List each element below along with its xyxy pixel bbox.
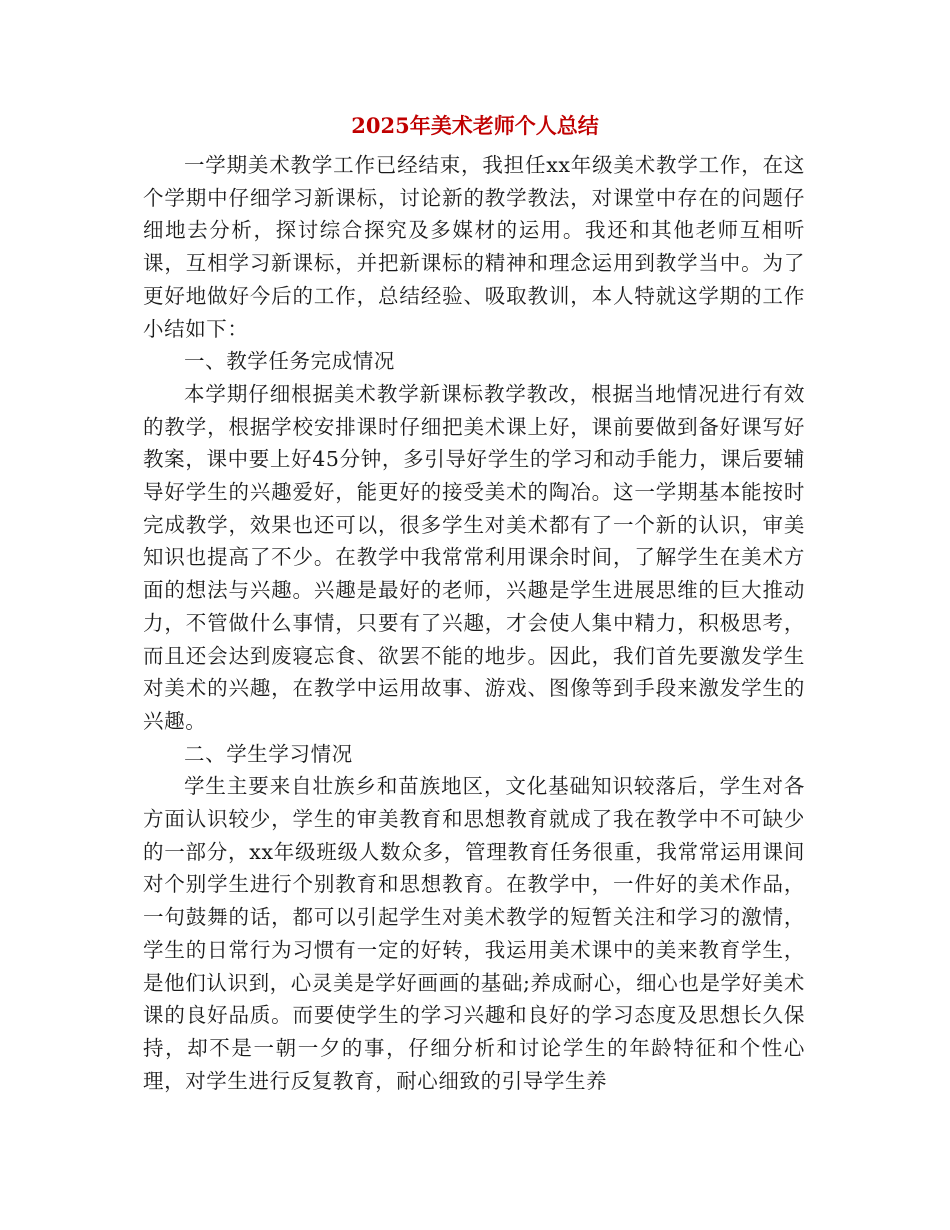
section-heading-student-learning: 二、学生学习情况 — [184, 741, 353, 766]
intro-paragraph: 一学期美术教学工作已经结束，我担任xx年级美术教学工作，在这个学期中仔细学习新课标，讨论新的教学教法，对课堂中存在的问题仔细地去分析，探讨综合探究及多媒材的运用。我还和其他老师互相听课，互相学习新课标，并把新课标的精神和理念运用到教学当中。为了更好地做好今后的工作，总结经验、吸取教训，本人特就这学期的工作小结如下： — [143, 153, 805, 341]
document-title: 2025年美术老师个人总结 — [351, 113, 599, 138]
section-heading-teaching-tasks: 一、教学任务完成情况 — [184, 349, 395, 374]
student-learning-paragraph: 学生主要来自壮族乡和苗族地区，文化基础知识较落后，学生对各方面认识较少，学生的审美教育和思想教育就成了我在教学中不可缺少的一部分，xx年级班级人数众多，管理教育任务很重，我常常运用课间对个别学生进行个别教育和思想教育。在教学中，一件好的美术作品，一句鼓舞的话，都可以引起学生对美术教学的短暂关注和学习的激情，学生的日常行为习惯有一定的好转，我运用美术课中的美来教育学生，是他们认识到，心灵美是学好画画的基础;养成耐心，细心也是学好美术课的良好品质。而要使学生的学习兴趣和良好的学习态度及思想长久保持，却不是一朝一夕的事，仔细分析和讨论学生的年龄特征和个性心理，对学生进行反复教育，耐心细致的引导学生养 — [143, 774, 805, 1093]
document-body — [143, 149, 805, 1097]
teaching-tasks-paragraph: 本学期仔细根据美术教学新课标教学教改，根据当地情况进行有效的教学，根据学校安排课时仔细把美术课上好，课前要做到备好课写好教案，课中要上好45分钟，多引导好学生的学习和动手能力，课后要辅导好学生的兴趣爱好，能更好的接受美术的陶冶。这一学期基本能按时完成教学，效果也还可以，很多学生对美术都有了一个新的认识，审美知识也提高了不少。在教学中我常常利用课余时间，了解学生在美术方面的想法与兴趣。兴趣是最好的老师，兴趣是学生进展思维的巨大推动力，不管做什么事情，只要有了兴趣，才会使人集中精力，积极思考，而且还会达到废寝忘食、欲罢不能的地步。因此，我们首先要激发学生对美术的兴趣，在教学中运用故事、游戏、图像等到手段来激发学生的兴趣。 — [143, 381, 805, 733]
